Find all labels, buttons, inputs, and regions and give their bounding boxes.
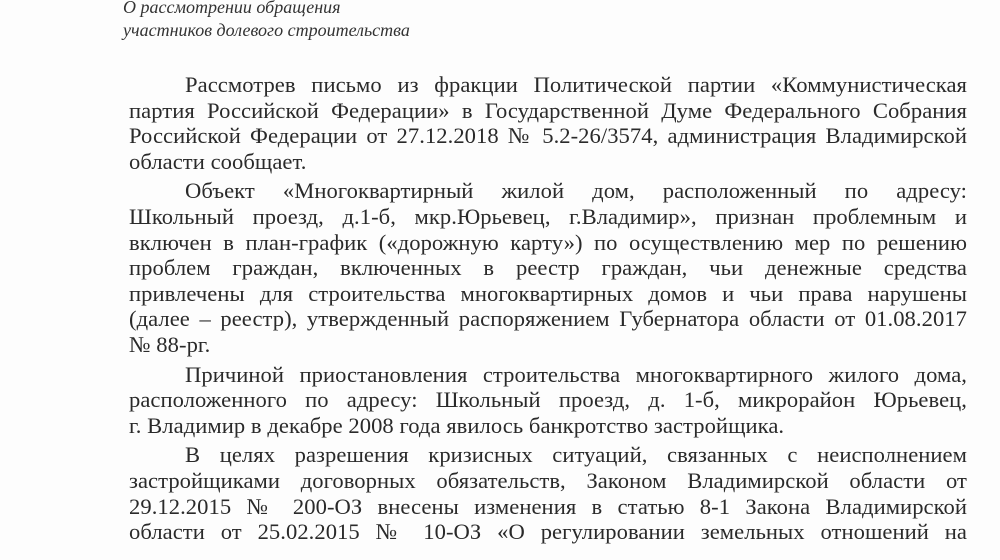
subject-line-2: участников долевого строительства: [123, 20, 410, 40]
paragraph-4-line-2: застройщиками договорных обязательств, Законом Владимирской области от: [129, 467, 967, 493]
paragraph-4-line-1: В целях разрешения кризисных ситуаций, связанных с неисполнением: [185, 442, 967, 468]
paragraph-2-line-6: (далее – реестр), утвержденный распоряжением Губернатора области от 01.08.2017: [129, 306, 967, 332]
paragraph-2-line-7: № 88-рг.: [129, 331, 211, 357]
subject-line-1: О рассмотрении обращения: [123, 0, 341, 17]
paragraph-1-line-1: Рассмотрев письмо из фракции Политической партии «Коммунистическая: [185, 72, 967, 97]
paragraph-2-line-5: привлечены для строительства многоквартирных домов и чьи права нарушены: [129, 280, 967, 306]
letter-body: [129, 72, 967, 545]
letter-subject: [123, 0, 410, 42]
paragraph-2-line-4: проблем граждан, включенных в реестр граждан, чьи денежные средства: [129, 255, 967, 281]
paragraph-3-line-3: г. Владимир в декабре 2008 года явилось банкротство застройщика.: [129, 412, 785, 438]
paragraph-4-line-4: области от 25.02.2015 № 10-ОЗ «О регулировании земельных отношений на: [129, 519, 967, 545]
paragraph-4-line-3: 29.12.2015 № 200-ОЗ внесены изменения в статью 8-1 Закона Владимирской: [129, 493, 967, 519]
paragraph-2-line-3: включен в план-график («дорожную карту») по осуществлению мер по решению: [129, 229, 967, 255]
paragraph-3-line-1: Причиной приостановления строительства многоквартирного жилого дома,: [185, 361, 967, 387]
paragraph-1-line-2: партия Российской Федерации» в Государственной Думе Федерального Собрания: [129, 97, 967, 123]
paragraph-2-line-1: Объект «Многоквартирный жилой дом, расположенный по адресу:: [185, 178, 967, 204]
paragraph-1-line-4: области сообщает.: [129, 148, 307, 174]
paragraph-3-line-2: расположенного по адресу: Школьный проезд, д. 1-б, микрорайон Юрьевец,: [129, 387, 967, 413]
paragraph-1-line-3: Российской Федерации от 27.12.2018 № 5.2-26/3574, администрация Владимирской: [129, 123, 967, 149]
paragraph-2-line-2: Школьный проезд, д.1-б, мкр.Юрьевец, г.Владимир», признан проблемным и: [129, 203, 967, 229]
